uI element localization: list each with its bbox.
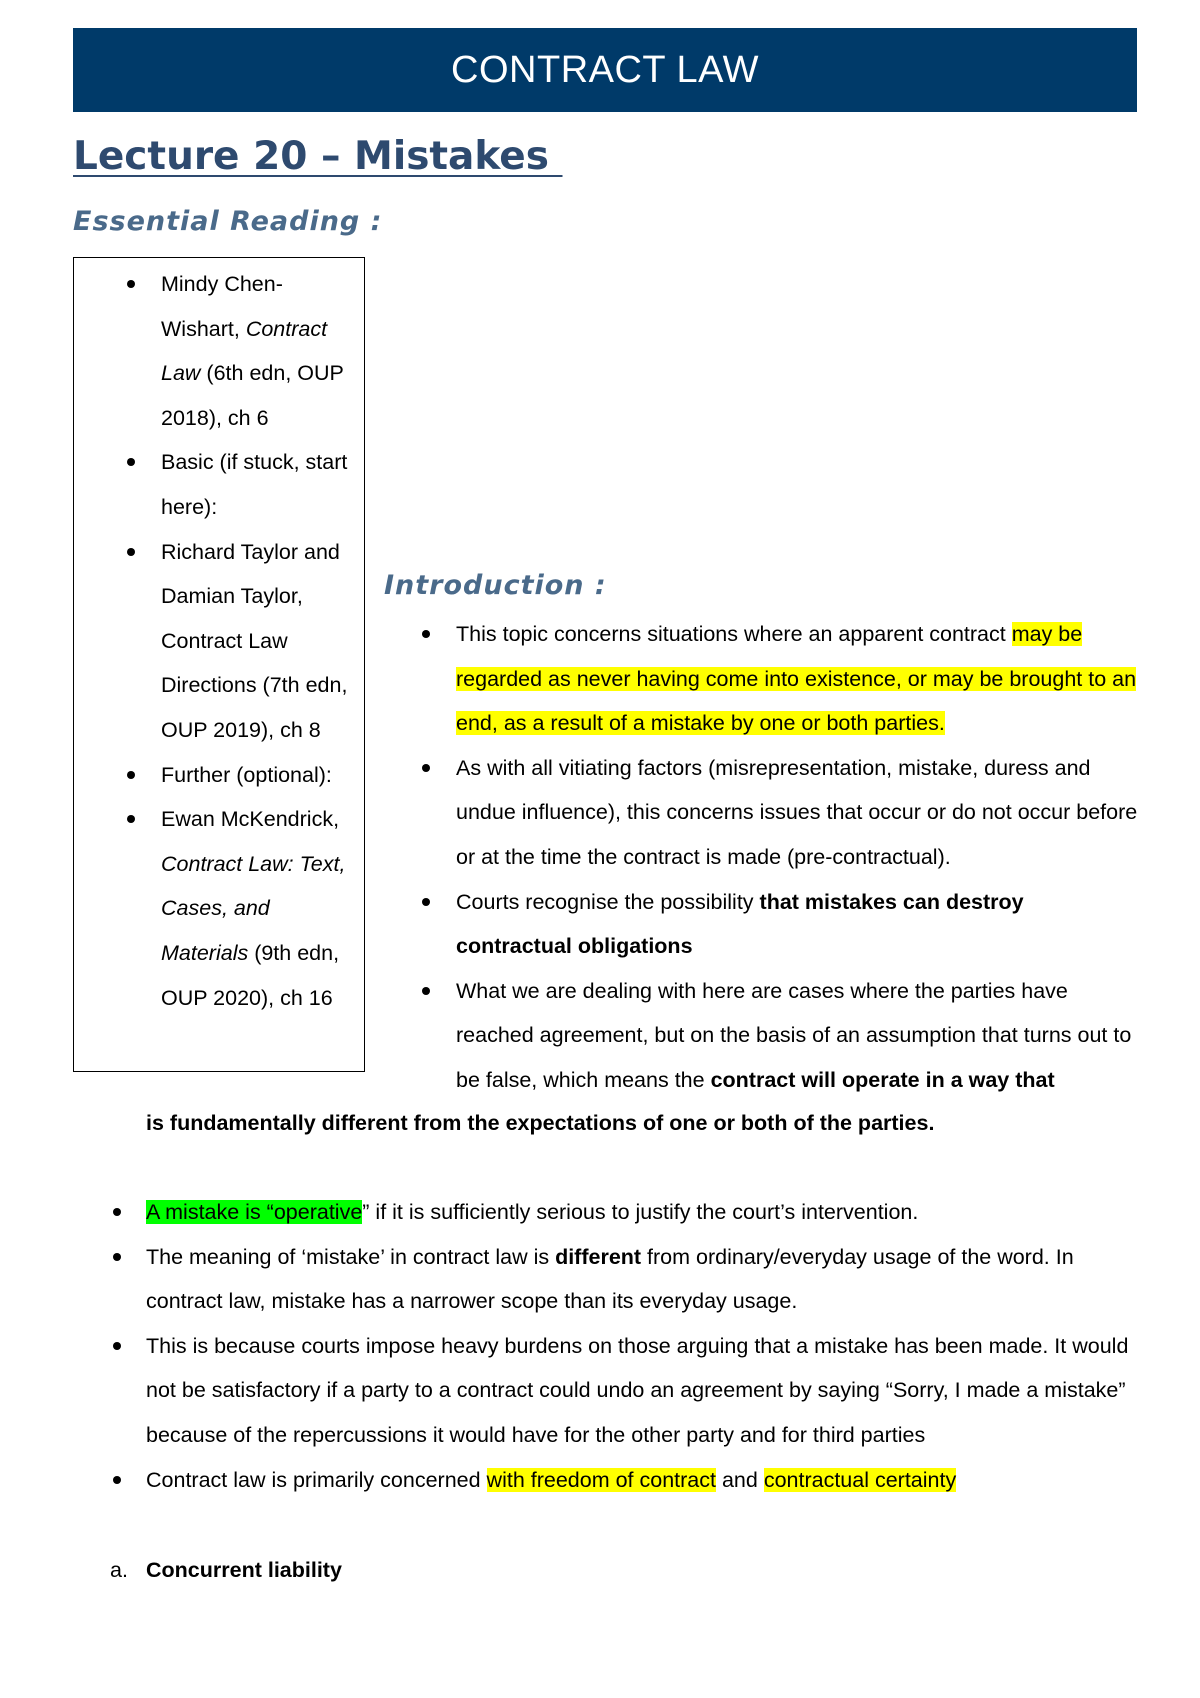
list-item — [146, 1458, 1136, 1503]
reading-text: Richard Taylor and Damian Taylor, Contract Law Directions (7th edn, OUP 2019), ch 8 — [161, 539, 348, 742]
header-banner — [73, 28, 1137, 112]
body-text: Contract law is primarily concerned — [146, 1467, 487, 1492]
list-item — [146, 1235, 1136, 1324]
subsection-heading — [110, 1548, 342, 1593]
bold-text: different — [555, 1244, 642, 1269]
highlighted-text: A mistake is “operative — [146, 1200, 363, 1224]
reading-item — [74, 262, 364, 440]
reading-text: Further (optional): — [161, 762, 332, 787]
reading-list — [74, 262, 364, 1020]
list-item — [456, 880, 1141, 969]
list-item — [146, 1190, 1136, 1235]
reading-item — [74, 440, 364, 529]
intro-text: As with all vitiating factors (misrepresentation, mistake, duress and undue influence), this concerns issues that occur or do not occur before or at the time the contract is made (pre-contractual). — [456, 755, 1138, 869]
intro-text: Courts recognise the possibility — [456, 889, 760, 914]
reading-book-title: Contract Law: Text, Cases, and Materials — [161, 851, 346, 965]
subsection-title: Concurrent liability — [146, 1558, 342, 1582]
body-text: This is because courts impose heavy burdens on those arguing that a mistake has been made. It would not be satisfactory if a party to a contract could undo an agreement by saying “Sorry, I made a mistake” because of the repercussions it would have for the other party and for third parties — [146, 1333, 1129, 1447]
intro-text: What we are dealing with here are cases where the parties have reached agreement, but on the basis of an assumption that turns out to be false, which means the — [456, 978, 1132, 1092]
introduction-heading: Introduction : — [384, 570, 607, 601]
bold-text: that mistakes can destroy contractual obligations — [456, 889, 1024, 959]
subsection-letter: a. — [110, 1558, 128, 1582]
list-item — [456, 612, 1141, 746]
intro-text: This topic concerns situations where an apparent contract — [456, 622, 1012, 646]
lecture-title: Lecture 20 – Mistakes — [73, 134, 563, 179]
continuation-text: is fundamentally different from the expectations of one or both of the parties. — [146, 1111, 935, 1135]
body-text: The meaning of ‘mistake’ in contract law is — [146, 1244, 556, 1269]
essential-reading-box — [73, 257, 365, 1072]
list-item — [146, 1324, 1136, 1458]
reading-item — [74, 530, 364, 753]
list-item — [456, 969, 1141, 1103]
reading-text: (9th edn, OUP 2020), ch 16 — [161, 940, 340, 1010]
reading-book-title: Contract Law — [161, 316, 328, 386]
highlighted-text: with freedom of contract — [486, 1467, 716, 1492]
main-list — [146, 1190, 1136, 1502]
introduction-list — [456, 612, 1141, 1103]
body-text: from ordinary/everyday usage of the word. In contract law, mistake has a narrower scope than its everyday usage. — [146, 1244, 1074, 1314]
reading-text: Basic (if stuck, start here): — [161, 450, 348, 519]
reading-text: (6th edn, OUP 2018), ch 6 — [161, 361, 344, 430]
essential-reading-heading: Essential Reading : — [73, 206, 383, 237]
reading-text: Ewan McKendrick, — [161, 807, 340, 832]
body-text: ” if it is sufficiently serious to justify the court’s intervention. — [362, 1200, 919, 1224]
reading-text: Mindy Chen-Wishart, — [161, 272, 283, 341]
banner-title: CONTRACT LAW — [451, 48, 759, 91]
body-text: and — [715, 1467, 764, 1492]
reading-item — [74, 753, 364, 798]
highlighted-text: contractual certainty — [763, 1467, 957, 1492]
list-item — [456, 746, 1141, 880]
reading-item — [74, 797, 364, 1020]
highlighted-text: may be regarded as never having come into existence, or may be brought to an end, as a result of a mistake by one or both parties. — [456, 622, 1137, 736]
bold-text: contract will operate in a way that — [710, 1067, 1055, 1092]
